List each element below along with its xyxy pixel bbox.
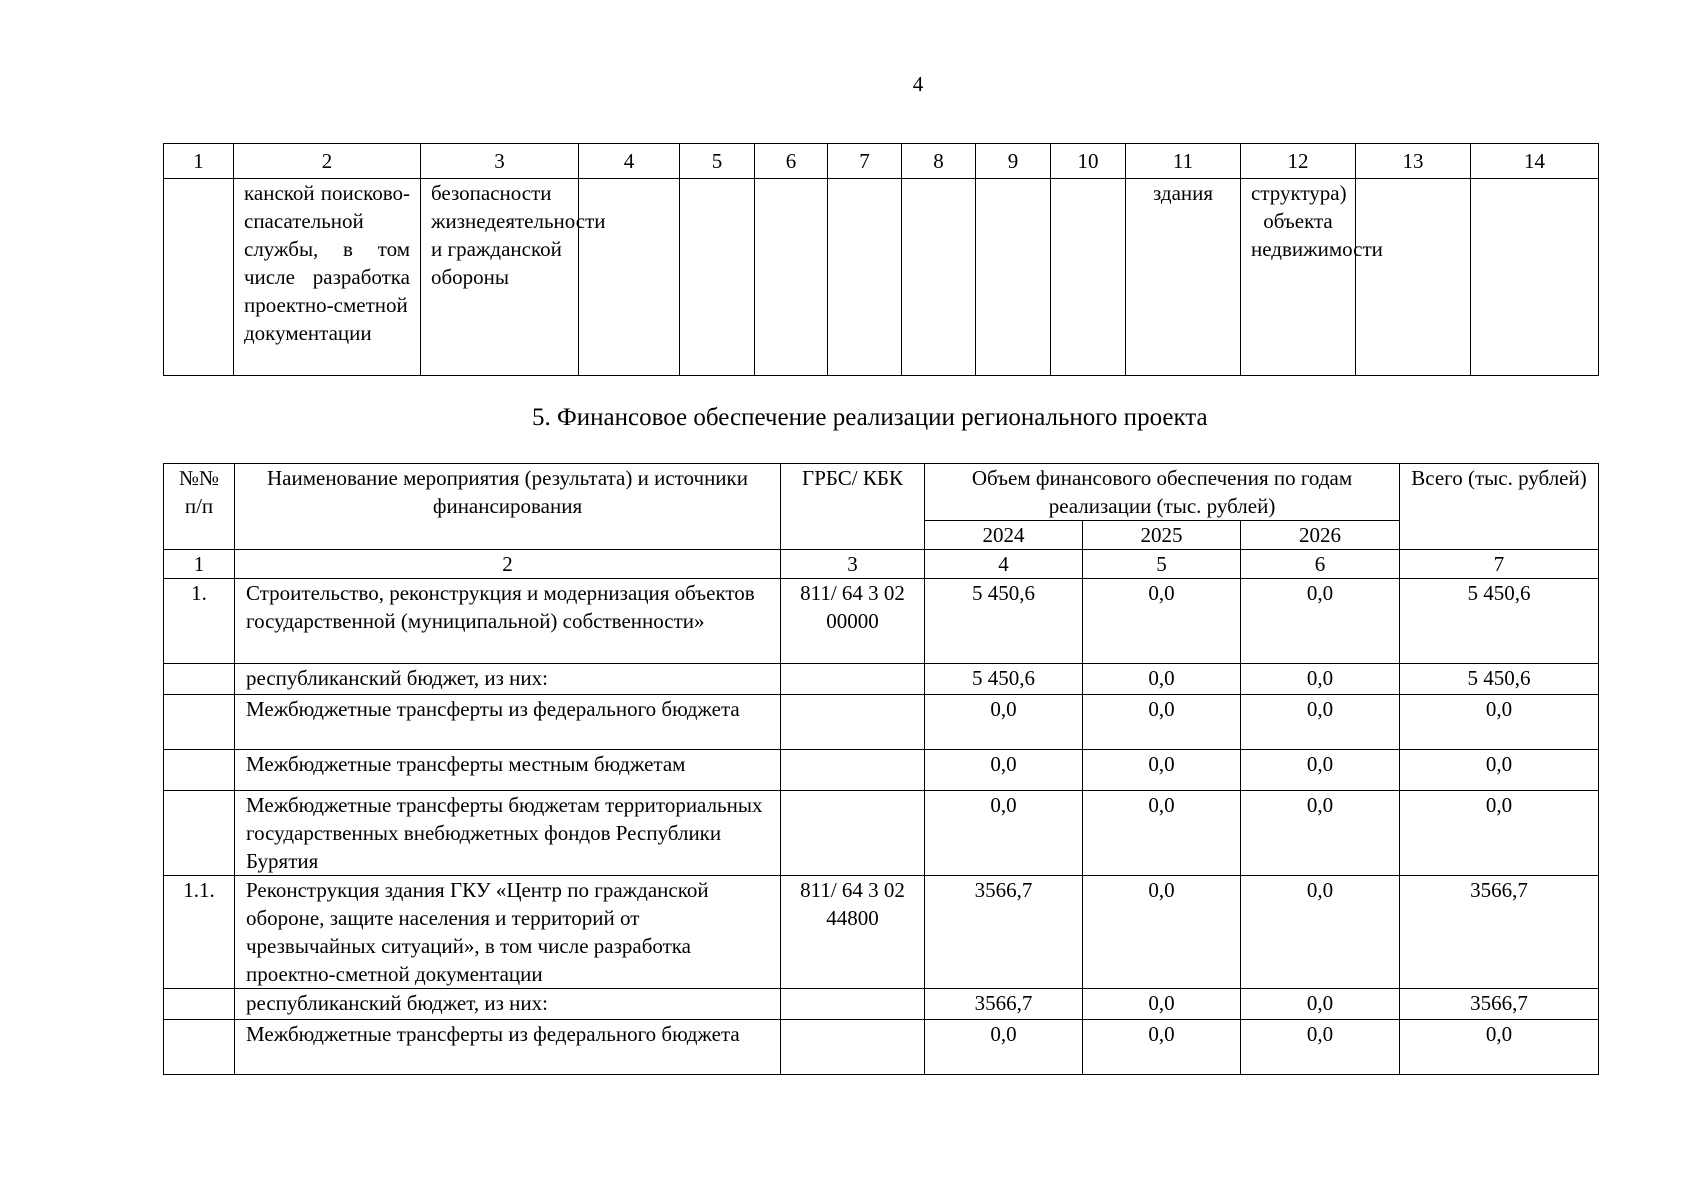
row-grbs [781,695,925,750]
value-2024: 3566,7 [925,876,1083,989]
value-2026: 0,0 [1241,1020,1400,1075]
col-number: 9 [976,144,1051,179]
table-row [164,695,1599,750]
table-cell: канской поисково-спасательной службы, в том числе разработка проектно-сметной документации [234,179,421,376]
header-total: Всего (тыс. рублей) [1400,464,1599,550]
header-year: 2025 [1083,521,1241,550]
row-number [164,750,235,791]
financing-rows [164,579,1599,1075]
col-number: 3 [421,144,579,179]
row-name: Межбюджетные трансферты из федерального бюджета [235,1020,781,1075]
col-number: 2 [234,144,421,179]
row-grbs [781,791,925,876]
value-total: 0,0 [1400,791,1599,876]
value-2025: 0,0 [1083,791,1241,876]
row-number [164,664,235,695]
value-total: 5 450,6 [1400,579,1599,664]
table-cell [164,179,234,376]
header-year: 2026 [1241,521,1400,550]
table-cell [755,179,828,376]
table-row [164,664,1599,695]
financing-table [163,463,1599,1075]
row-name: Реконструкция здания ГКУ «Центр по гражданской обороне, защите населения и территорий от чрезвычайных ситуаций», в том числе разработка проектно-сметной документации [235,876,781,989]
table-row [164,989,1599,1020]
row-number: 1.1. [164,876,235,989]
table-cell: безопасности жизнедеятельности и гражданской обороны [421,179,579,376]
col-number: 6 [755,144,828,179]
table-row [164,791,1599,876]
value-2026: 0,0 [1241,876,1400,989]
row-grbs [781,664,925,695]
row-number: 1. [164,579,235,664]
value-2024: 0,0 [925,791,1083,876]
value-total: 0,0 [1400,695,1599,750]
col-number: 1 [164,144,234,179]
row-number [164,791,235,876]
row-grbs [781,750,925,791]
column-number-row [164,550,1599,579]
table-row [164,750,1599,791]
row-name: республиканский бюджет, из них: [235,989,781,1020]
value-total: 0,0 [1400,1020,1599,1075]
value-2025: 0,0 [1083,989,1241,1020]
table-row [164,579,1599,664]
value-2025: 0,0 [1083,1020,1241,1075]
col-number: 3 [781,550,925,579]
col-number: 14 [1471,144,1599,179]
col-number: 1 [164,550,235,579]
column-number-row [164,144,1599,179]
value-2024: 0,0 [925,695,1083,750]
table-cell [1471,179,1599,376]
table-row [164,1020,1599,1075]
col-number: 4 [579,144,680,179]
header-row [164,464,1599,521]
row-name: Межбюджетные трансферты бюджетам территориальных государственных внебюджетных фондов Республики Бурятия [235,791,781,876]
value-2024: 5 450,6 [925,664,1083,695]
table-cell [902,179,976,376]
row-name: Межбюджетные трансферты местным бюджетам [235,750,781,791]
value-2024: 0,0 [925,1020,1083,1075]
value-2026: 0,0 [1241,579,1400,664]
row-number [164,1020,235,1075]
value-2026: 0,0 [1241,664,1400,695]
value-total: 3566,7 [1400,989,1599,1020]
value-2025: 0,0 [1083,664,1241,695]
header-year: 2024 [925,521,1083,550]
value-2026: 0,0 [1241,695,1400,750]
col-number: 5 [680,144,755,179]
value-2025: 0,0 [1083,695,1241,750]
table-cell [976,179,1051,376]
value-total: 0,0 [1400,750,1599,791]
col-number: 11 [1126,144,1241,179]
value-total: 5 450,6 [1400,664,1599,695]
row-name: Межбюджетные трансферты из федерального бюджета [235,695,781,750]
header-volume: Объем финансового обеспечения по годам реализации (тыс. рублей) [925,464,1400,521]
col-number: 8 [902,144,976,179]
col-number: 7 [828,144,902,179]
row-grbs [781,1020,925,1075]
row-grbs: 811/ 64 3 02 44800 [781,876,925,989]
col-number: 6 [1241,550,1400,579]
col-number: 4 [925,550,1083,579]
value-2025: 0,0 [1083,876,1241,989]
table-cell [680,179,755,376]
table-row [164,876,1599,989]
header-num: №№ п/п [164,464,235,550]
row-name: республиканский бюджет, из них: [235,664,781,695]
value-2026: 0,0 [1241,750,1400,791]
value-2025: 0,0 [1083,750,1241,791]
value-total: 3566,7 [1400,876,1599,989]
value-2025: 0,0 [1083,579,1241,664]
col-number: 13 [1356,144,1471,179]
table-cell [828,179,902,376]
page-number: 4 [912,72,924,96]
row-grbs: 811/ 64 3 02 00000 [781,579,925,664]
value-2024: 3566,7 [925,989,1083,1020]
continuation-table [163,143,1599,376]
table-cell: здания [1126,179,1241,376]
table-cell [1356,179,1471,376]
row-name: Строительство, реконструкция и модернизация объектов государственной (муниципальной) собственности» [235,579,781,664]
col-number: 7 [1400,550,1599,579]
table-cell [1051,179,1126,376]
value-2024: 0,0 [925,750,1083,791]
header-grbs: ГРБС/ КБК [781,464,925,550]
col-number: 10 [1051,144,1126,179]
col-number: 2 [235,550,781,579]
col-number: 12 [1241,144,1356,179]
table-cell: структура) объекта недвижимости [1241,179,1356,376]
header-name: Наименование мероприятия (результата) и источники финансирования [235,464,781,550]
row-number [164,695,235,750]
section-title: 5. Финансовое обеспечение реализации регионального проекта [532,404,1208,431]
value-2026: 0,0 [1241,989,1400,1020]
row-number [164,989,235,1020]
table-row [164,179,1599,376]
value-2026: 0,0 [1241,791,1400,876]
row-grbs [781,989,925,1020]
value-2024: 5 450,6 [925,579,1083,664]
col-number: 5 [1083,550,1241,579]
